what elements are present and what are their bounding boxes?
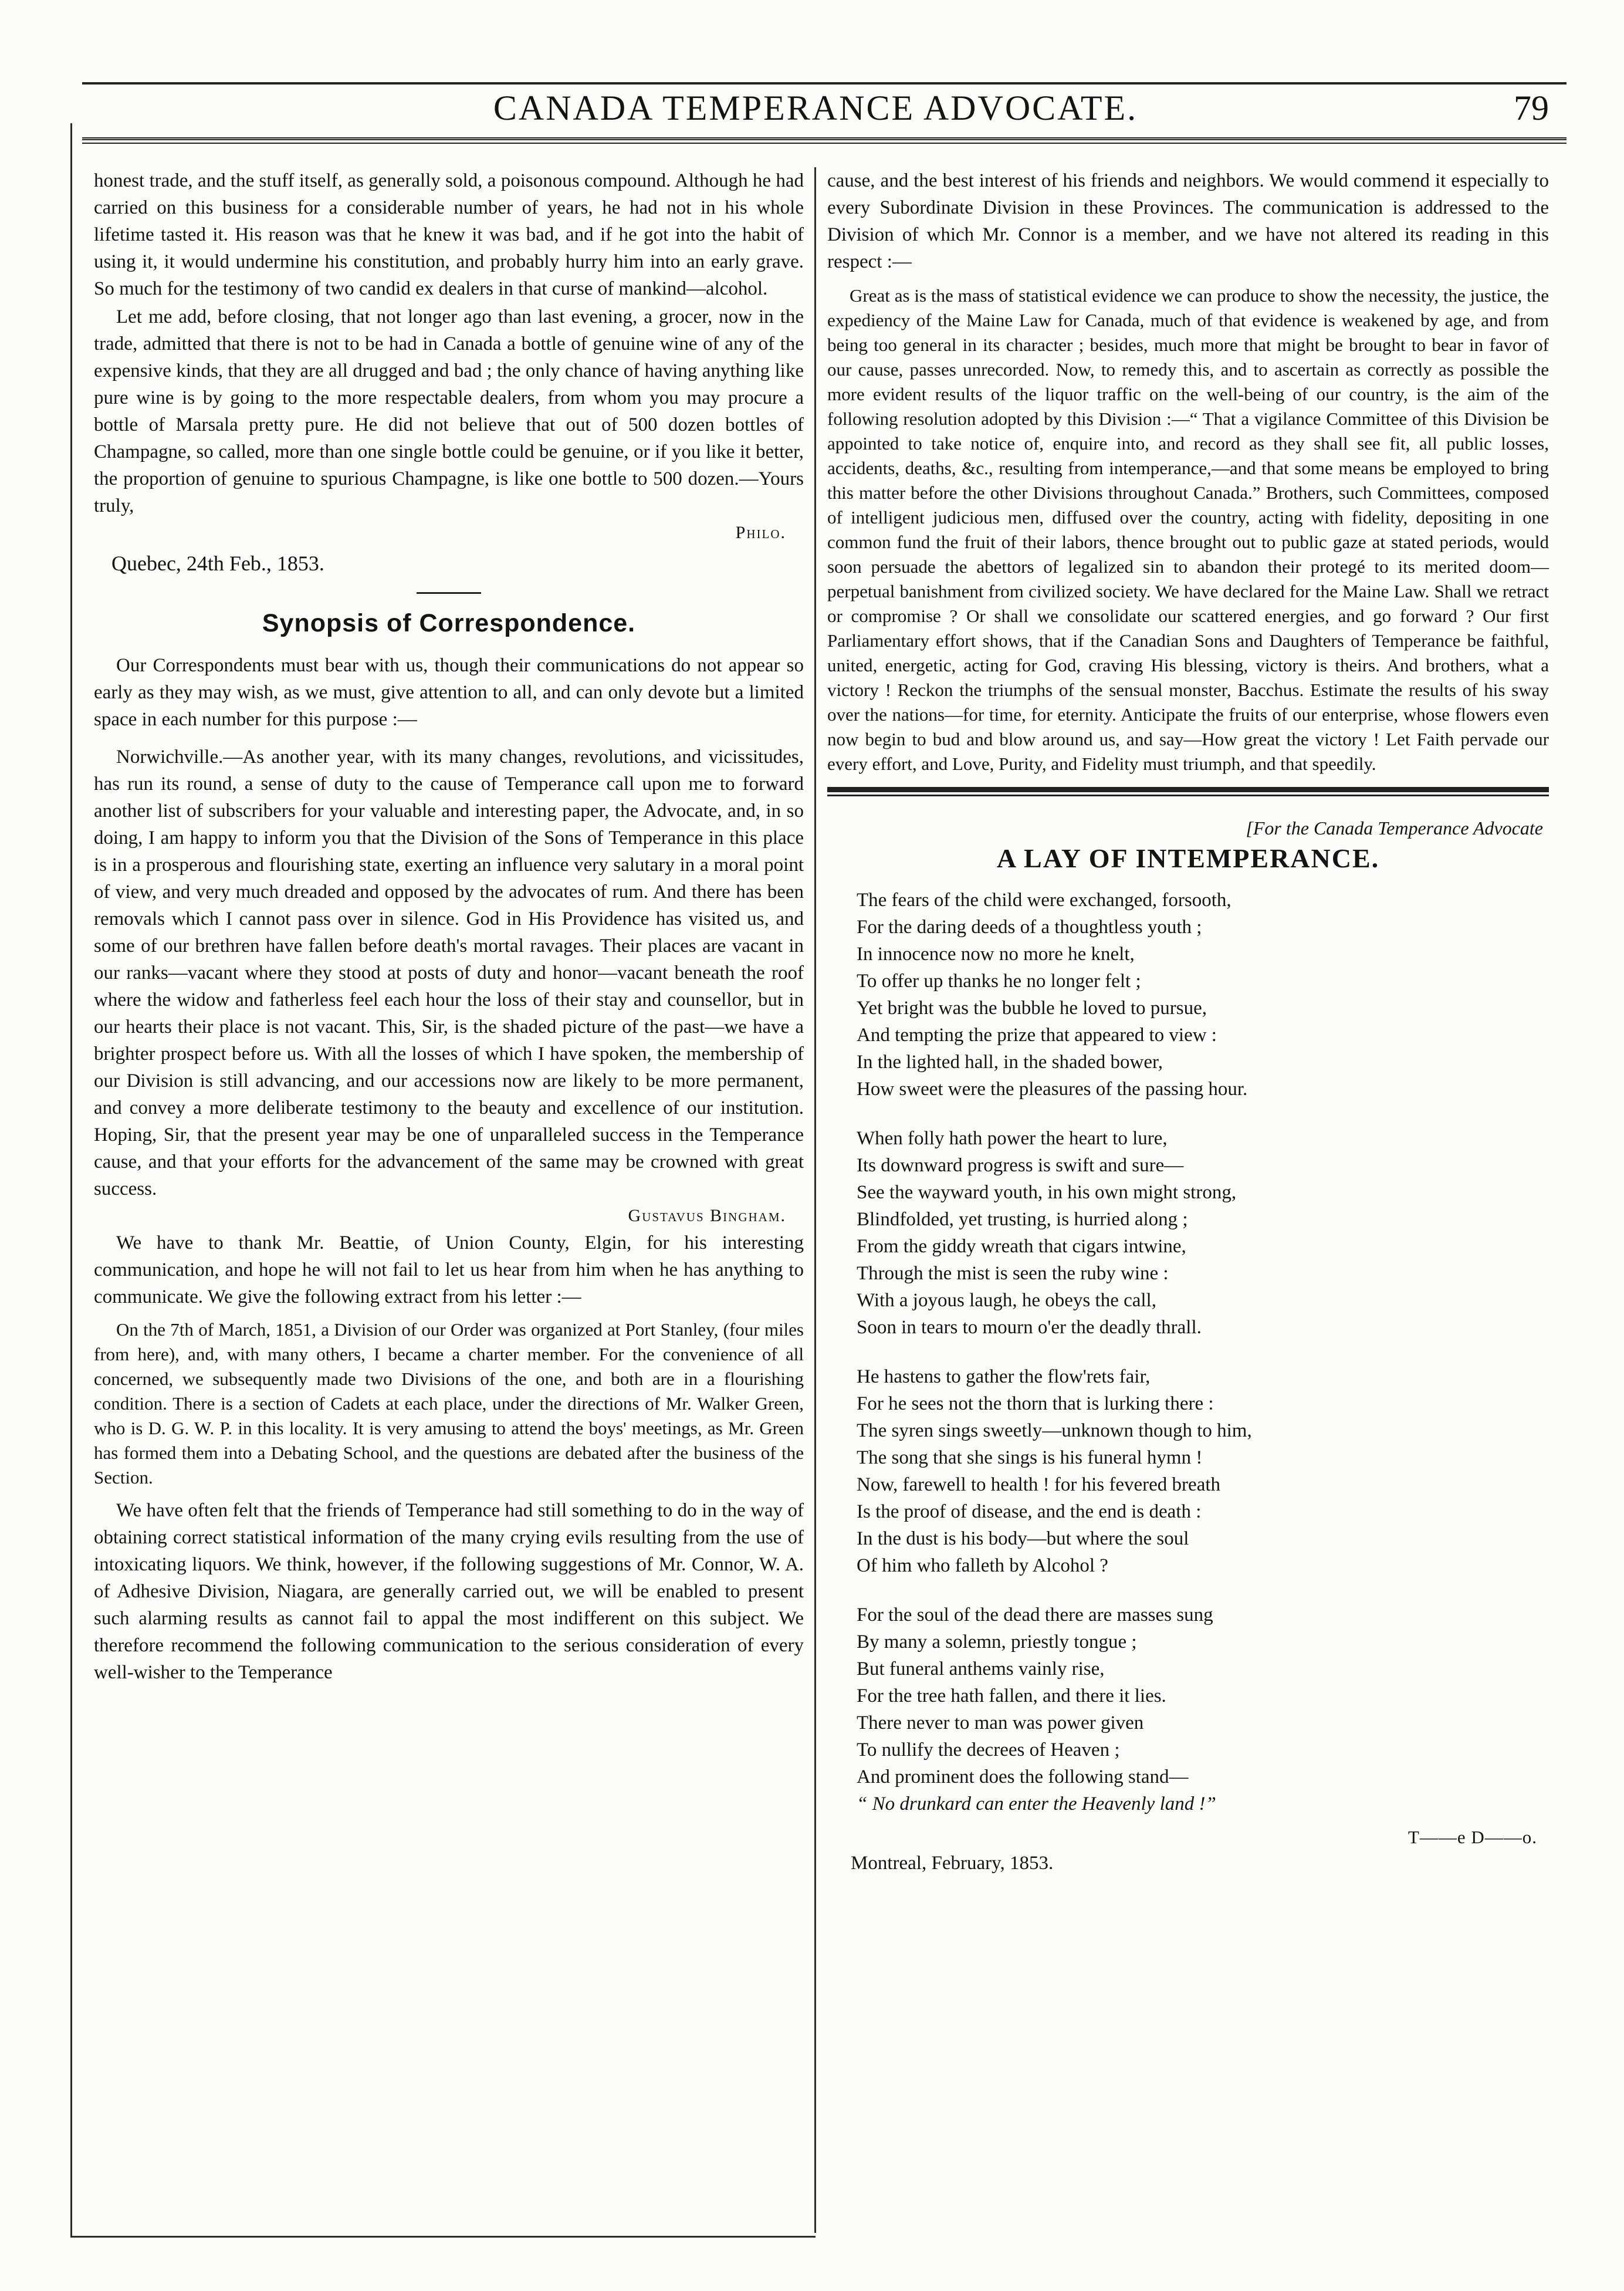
poem-line: And prominent does the following stand— xyxy=(857,1766,1189,1787)
bottom-border-rule xyxy=(70,2236,816,2238)
poem-line: Now, farewell to health ! for his fevered breath xyxy=(857,1474,1221,1495)
continued-text xyxy=(827,167,1549,776)
column-divider xyxy=(814,167,816,2233)
page-number: 79 xyxy=(1514,89,1549,127)
continued-paragraph: cause, and the best interest of his friends and neighbors. We would commend it especially to every Subordinate Division in these Provinces. The communication is addressed to the Division of which Mr. Connor is a member, and we have not altered its reading in this respect :— xyxy=(827,170,1549,272)
poem-line: Blindfolded, yet trusting, is hurried along ; xyxy=(857,1209,1188,1230)
poem-line: With a joyous laugh, he obeys the call, xyxy=(857,1290,1156,1311)
philo-letter xyxy=(94,167,804,519)
poem-line: But funeral anthems vainly rise, xyxy=(857,1658,1105,1680)
section-separator xyxy=(417,592,481,594)
publication-title: CANADA TEMPERANCE ADVOCATE. xyxy=(493,89,1138,127)
philo-dateline: Quebec, 24th Feb., 1853. xyxy=(111,552,324,575)
beattie-intro: We have to thank Mr. Beattie, of Union County, Elgin, for his interesting communication, and hope he will not fail to let us hear from him when he has anything to communicate. We give the following extract from his letter :— xyxy=(94,1232,804,1307)
poem-line: The fears of the child were exchanged, forsooth, xyxy=(857,890,1231,911)
poem-line: When folly hath power the heart to lure, xyxy=(857,1128,1168,1149)
poem-line: In innocence now no more he knelt, xyxy=(857,944,1135,965)
poem-dateline: Montreal, February, 1853. xyxy=(851,1853,1054,1874)
poem-line: See the wayward youth, in his own might strong, xyxy=(857,1182,1237,1203)
poem-line: How sweet were the pleasures of the passing hour. xyxy=(857,1079,1248,1100)
poem-stanza-2 xyxy=(857,1125,1549,1341)
connor-letter: Great as is the mass of statistical evidence we can produce to show the necessity, the justice, the expediency of the Maine Law for Canada, much of that evidence is weakened by age, and from being too general in its character ; besides, much more that might be brought to bear in favor of our cause, passes unrecorded. Now, to remedy this, and to ascertain as correctly as possible the more evident results of the liquor traffic on the well-being of our country, is the aim of the following resolution adopted by this Division :—“ That a vigilance Committee of this Division be appointed to take notice of, enquire into, and record as they shall see fit, all public losses, accidents, deaths, &c., resulting from intemperance,—and that some means be employed to bring this matter before the other Divisions throughout Canada.” Brothers, such Committees, composed of intelligent judicious men, diffused over the country, acting with fidelity, depositing in one common fund the fruit of their labors, thence brought out to public gaze at stated periods, would soon persuade the abettors of legalized sin to abandon their protegé to its merited doom—perpetual banishment from civilized society. We have declared for the Maine Law. Shall we retract or compromise ? Or shall we consolidate our scattered energies, and go forward ? Our first Parliamentary effort shows, that if the Canadian Sons and Daughters of Temperance be faithful, united, energetic, acting for God, craving His blessing, victory is theirs. And brothers, what a victory ! Reckon the triumphs of the sensual monster, Bacchus. Estimate the results of his sway over the nations—for time, for eternity. Anticipate the fruits of our enterprise, whose flowers even now begin to bud and blow around us, and say—How great the victory ! Let Faith pervade our every effort, and Love, Purity, and Fidelity must triumph, and that speedily. xyxy=(827,285,1549,774)
philo-signature: Philo. xyxy=(735,523,786,542)
header-top-rule xyxy=(82,82,1567,85)
philo-paragraph-1: honest trade, and the stuff itself, as generally sold, a poisonous compound. Although he had carried on this business for a considerable number of years, he had not in his whole lifetime tasted it. His reason was that he knew it was bad, and if he got into the habit of using it, it would undermine his constitution, and probably hurry him into an early grave. So much for the testimony of two candid ex dealers in that curse of mankind—alcohol. xyxy=(94,170,804,299)
poem-line: For he sees not the thorn that is lurking there : xyxy=(857,1393,1214,1414)
left-column xyxy=(94,167,804,2236)
poem-stanza-3 xyxy=(857,1363,1549,1579)
poem-stanza-1 xyxy=(857,887,1549,1103)
header-bottom-rule xyxy=(82,137,1567,144)
synopsis-heading: Synopsis of Correspondence. xyxy=(262,609,636,637)
poem-line: In the lighted hall, in the shaded bower, xyxy=(857,1052,1163,1073)
poem-body xyxy=(827,887,1549,1817)
poem-line: Through the mist is seen the ruby wine : xyxy=(857,1263,1169,1284)
right-column xyxy=(827,167,1549,2236)
poem-line: There never to man was power given xyxy=(857,1712,1144,1734)
poem-closing-line: “ No drunkard can enter the Heavenly land !” xyxy=(857,1793,1216,1814)
synopsis-body xyxy=(94,652,804,1202)
poem-line: The syren sings sweetly—unknown though to him, xyxy=(857,1420,1252,1441)
statistics-intro: We have often felt that the friends of Temperance had still something to do in the way of obtaining correct statistical information of the many crying evils resulting from the use of intoxicating liquors. We think, however, if the following suggestions of Mr. Connor, W. A. of Adhesive Division, Niagara, are generally carried out, we will be enabled to present such alarming results as cannot fail to appal the most indifferent on this subject. We therefore recommend the following communication to the serious consideration of every well-wisher to the Temperance xyxy=(94,1500,804,1683)
poem-line: By many a solemn, priestly tongue ; xyxy=(857,1631,1137,1653)
poem-credit: [For the Canada Temperance Advocate xyxy=(1246,817,1543,839)
poem-stanza-4 xyxy=(857,1601,1549,1817)
synopsis-intro: Our Correspondents must bear with us, though their communications do not appear so early as they may wish, as we must, give attention to all, and can only devote but a limited space in each number for this purpose :— xyxy=(94,655,804,730)
beattie-extract: On the 7th of March, 1851, a Division of our Order was organized at Port Stanley, (four miles from here), and, with many others, I became a charter member. For the convenience of all concerned, we subsequently made two Divisions of the one, and both are in a flourishing condition. There is a section of Cadets at each place, under the directions of Mr. Walker Green, who is D. G. W. P. in this locality. It is very amusing to attend the boys' meetings, as Mr. Green has formed them into a Debating School, and the questions are debated after the business of the Section. xyxy=(94,1319,804,1488)
poem-separator-rule xyxy=(827,787,1549,796)
philo-paragraph-2: Let me add, before closing, that not longer ago than last evening, a grocer, now in the trade, admitted that there is not to be had in Canada a bottle of genuine wine of any of the expensive kinds, that they are all drugged and bad ; the only chance of having anything like pure wine is by going to the more respectable dealers, from whom you may procure a bottle of Marsala pretty pure. He did not believe that out of 500 dozen bottles of Champagne, so called, more than one single bottle could be genuine, or if you like it better, the proportion of genuine to spurious Champagne, is like one bottle to 500 dozen.—Yours truly, xyxy=(94,306,804,516)
norwichville-letter: Norwichville.—As another year, with its many changes, revolutions, and vicissitudes, has run its round, a sense of duty to the cause of Temperance call upon me to forward another list of subscribers for your valuable and interesting paper, the Advocate, and, in so doing, I am happy to inform you that the Division of the Sons of Temperance in this place is in a prosperous and flourishing state, exerting an influence very salutary in a moral point of view, and very much dreaded and opposed by the advocates of rum. And there has been removals which I cannot pass over in silence. God in His Providence has visited us, and some of our brethren have fallen before death's mortal ravages. Their places are vacant in our ranks—vacant where they stood at posts of duty and honor—vacant beneath the roof where the widow and fatherless feel each hour the loss of their stay and counsellor, but in our hearts their place is not vacant. This, Sir, is the shaded picture of the past—we have a brighter prospect before us. With all the losses of which I have spoken, the membership of our Division is still advancing, and our accessions now are likely to be more permanent, and convey a more deliberate testimony to the beauty and excellence of our institution. Hoping, Sir, that the present year may be one of unparalleled success in the Temperance cause, and that your efforts for the advancement of the same may be crowned with great success. xyxy=(94,746,804,1199)
beattie-section xyxy=(94,1229,804,1686)
poem-line: Of him who falleth by Alcohol ? xyxy=(857,1555,1108,1576)
poem-line: For the soul of the dead there are masses sung xyxy=(857,1604,1213,1626)
left-border-rule xyxy=(70,123,72,2236)
poem-line: For the tree hath fallen, and there it lies. xyxy=(857,1685,1166,1707)
poem-line: For the daring deeds of a thoughtless youth ; xyxy=(857,917,1202,938)
poem-line: And tempting the prize that appeared to view : xyxy=(857,1025,1217,1046)
poem-signature: T——e D——o. xyxy=(1408,1827,1537,1847)
poem-line: He hastens to gather the flow'rets fair, xyxy=(857,1366,1151,1387)
bingham-signature: Gustavus Bingham. xyxy=(628,1206,786,1225)
poem-line: To offer up thanks he no longer felt ; xyxy=(857,971,1141,992)
poem-line: Is the proof of disease, and the end is death : xyxy=(857,1501,1202,1522)
poem-line: Soon in tears to mourn o'er the deadly thrall. xyxy=(857,1317,1202,1338)
poem-line: From the giddy wreath that cigars intwine, xyxy=(857,1236,1186,1257)
poem-line: Yet bright was the bubble he loved to pursue, xyxy=(857,998,1207,1019)
poem-line: In the dust is his body—but where the soul xyxy=(857,1528,1189,1549)
poem-line: The song that she sings is his funeral hymn ! xyxy=(857,1447,1203,1468)
running-head xyxy=(82,82,1567,147)
poem-line: Its downward progress is swift and sure— xyxy=(857,1155,1184,1176)
poem-title: A LAY OF INTEMPERANCE. xyxy=(996,843,1380,873)
poem-line: To nullify the decrees of Heaven ; xyxy=(857,1739,1120,1761)
